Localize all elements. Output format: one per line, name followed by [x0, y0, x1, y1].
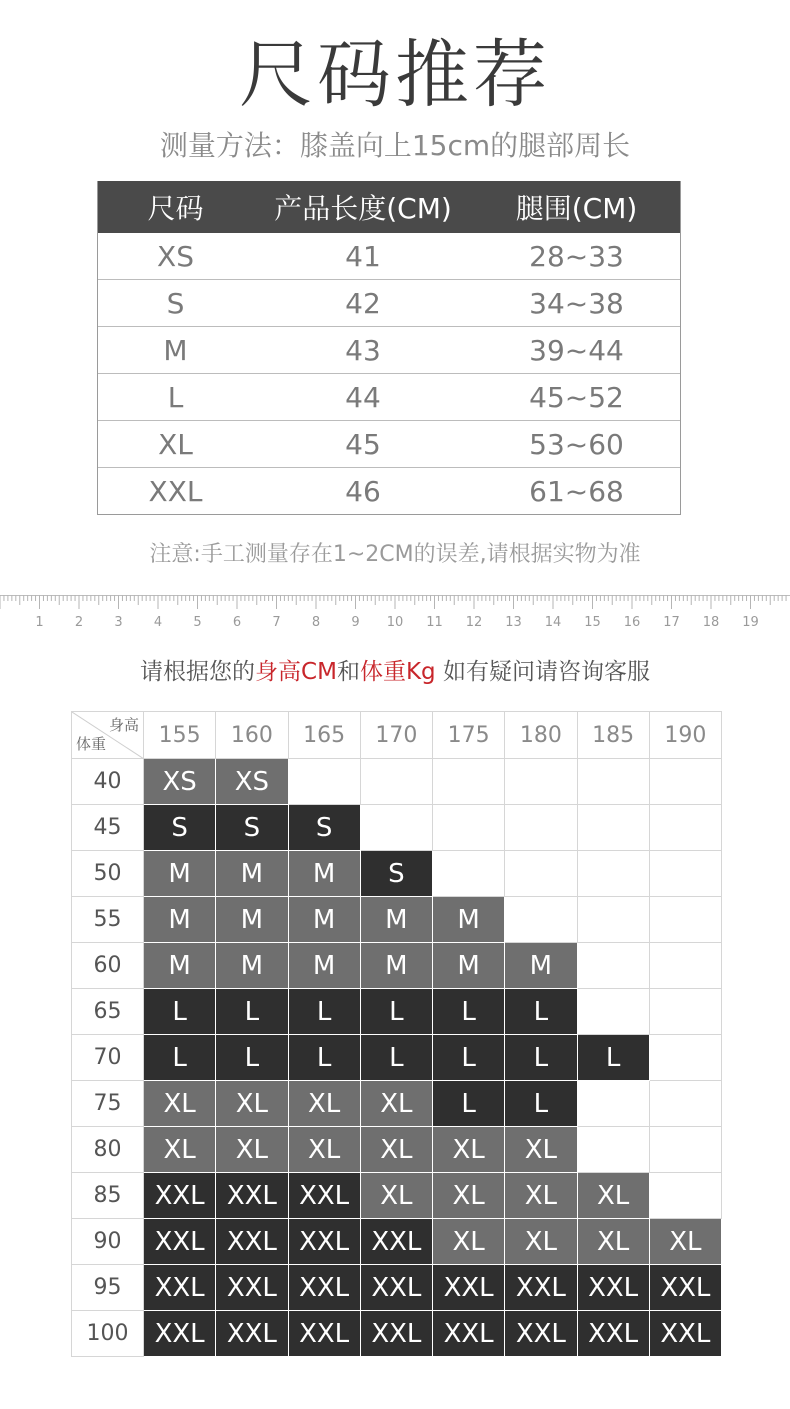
weight-label-cell: 100	[72, 1311, 144, 1357]
ruler-label: 7	[272, 615, 281, 630]
size-recommendation-grid	[71, 711, 722, 1357]
weight-label-cell: 75	[72, 1081, 144, 1127]
height-header-cell: 190	[649, 712, 721, 759]
weight-label-cell: 70	[72, 1035, 144, 1081]
size-row	[98, 279, 680, 326]
size-recommendation-cell: XXL	[649, 1311, 721, 1357]
size-cell: M	[163, 333, 188, 367]
size-recommendation-cell: L	[433, 1035, 505, 1081]
size-recommendation-cell: M	[216, 897, 288, 943]
size-recommendation-cell: L	[433, 989, 505, 1035]
empty-cell	[360, 759, 432, 805]
height-header-cell: 160	[216, 712, 288, 759]
size-recommendation-cell: XXL	[505, 1265, 577, 1311]
size-recommendation-cell: L	[433, 1081, 505, 1127]
leg-cell: 39~44	[529, 333, 624, 367]
size-recommendation-cell: XL	[577, 1173, 649, 1219]
page-title: 尺码推荐	[239, 32, 551, 118]
size-recommendation-cell: S	[216, 805, 288, 851]
size-recommendation-cell: XL	[216, 1127, 288, 1173]
empty-cell	[649, 759, 721, 805]
corner-weight-label: 体重	[76, 735, 107, 753]
size-cell: XS	[157, 239, 194, 273]
size-recommendation-cell: M	[360, 897, 432, 943]
size-recommendation-cell: XL	[360, 1173, 432, 1219]
size-recommendation-cell: M	[288, 897, 360, 943]
length-cell: 42	[345, 286, 381, 320]
length-cell: 44	[345, 380, 381, 414]
size-recommendation-cell: XXL	[433, 1311, 505, 1357]
size-row	[98, 420, 680, 467]
size-recommendation-cell: XXL	[288, 1219, 360, 1265]
size-recommendation-cell: S	[288, 805, 360, 851]
ruler-ticks	[0, 592, 790, 632]
size-recommendation-cell: XL	[505, 1219, 577, 1265]
height-header-cell: 175	[433, 712, 505, 759]
ruler-label: 11	[426, 615, 443, 630]
ruler-label: 2	[74, 615, 84, 630]
size-recommendation-cell: XL	[433, 1173, 505, 1219]
size-cell: L	[167, 380, 184, 414]
size-recommendation-cell: XL	[216, 1081, 288, 1127]
size-recommendation-cell: XXL	[144, 1219, 216, 1265]
size-recommendation-cell: XXL	[505, 1311, 577, 1357]
ruler-label: 6	[232, 615, 242, 630]
size-recommendation-cell: M	[433, 943, 505, 989]
size-recommendation-cell: L	[144, 989, 216, 1035]
weight-row	[72, 1219, 722, 1265]
weight-row	[72, 1035, 722, 1081]
size-recommendation-cell: M	[216, 943, 288, 989]
empty-cell	[649, 943, 721, 989]
weight-row	[72, 1173, 722, 1219]
header-leg: 腿围(CM)	[515, 192, 638, 225]
empty-cell	[505, 851, 577, 897]
size-recommendation-cell: XL	[505, 1173, 577, 1219]
empty-cell	[577, 805, 649, 851]
size-recommendation-cell: XL	[288, 1127, 360, 1173]
size-recommendation-cell: XS	[216, 759, 288, 805]
height-header-cell: 180	[505, 712, 577, 759]
leg-cell: 28~33	[529, 239, 624, 273]
empty-cell	[649, 1127, 721, 1173]
leg-cell: 61~68	[529, 474, 624, 508]
size-recommendation-cell: XXL	[649, 1265, 721, 1311]
advice-text	[0, 654, 790, 690]
size-recommendation-cell: L	[216, 989, 288, 1035]
size-recommendation-cell: XS	[144, 759, 216, 805]
size-recommendation-cell: XL	[433, 1127, 505, 1173]
ruler-label: 10	[386, 615, 404, 630]
empty-cell	[649, 897, 721, 943]
empty-cell	[649, 989, 721, 1035]
size-recommendation-cell: S	[144, 805, 216, 851]
empty-cell	[505, 897, 577, 943]
measurement-note: 注意:手工测量存在1~2CM的误差,请根据实物为准	[149, 542, 641, 567]
size-recommendation-cell: M	[144, 897, 216, 943]
size-recommendation-cell: M	[505, 943, 577, 989]
ruler-label: 1	[35, 615, 44, 630]
size-recommendation-cell: L	[577, 1035, 649, 1081]
size-recommendation-cell: XXL	[433, 1265, 505, 1311]
height-header-row	[72, 712, 722, 759]
size-recommendation-cell: XL	[360, 1081, 432, 1127]
size-recommendation-cell: XXL	[144, 1311, 216, 1357]
size-recommendation-cell: L	[360, 989, 432, 1035]
size-recommendation-cell: XXL	[360, 1265, 432, 1311]
ruler-label: 5	[193, 615, 202, 630]
size-recommendation-cell: XL	[649, 1219, 721, 1265]
empty-cell	[505, 759, 577, 805]
empty-cell	[433, 805, 505, 851]
empty-cell	[577, 1081, 649, 1127]
weight-row	[72, 1265, 722, 1311]
weight-row	[72, 805, 722, 851]
size-row	[98, 326, 680, 373]
size-cell: XXL	[148, 474, 203, 508]
size-recommendation-cell: XXL	[216, 1311, 288, 1357]
weight-row	[72, 851, 722, 897]
size-recommendation-cell: L	[505, 1081, 577, 1127]
size-recommendation-cell: XL	[360, 1127, 432, 1173]
size-recommendation-cell: XXL	[288, 1173, 360, 1219]
weight-row	[72, 759, 722, 805]
size-recommendation-cell: S	[360, 851, 432, 897]
empty-cell	[649, 805, 721, 851]
size-recommendation-cell: M	[288, 943, 360, 989]
size-recommendation-cell: XL	[505, 1127, 577, 1173]
empty-cell	[577, 897, 649, 943]
length-cell: 45	[345, 427, 381, 461]
size-recommendation-cell: L	[288, 989, 360, 1035]
size-recommendation-cell: M	[433, 897, 505, 943]
length-cell: 43	[345, 333, 381, 367]
size-row	[98, 373, 680, 420]
size-table-header	[98, 181, 680, 233]
recommendation-table	[71, 711, 722, 1357]
ruler-label: 9	[351, 615, 360, 630]
height-header-cell: 170	[360, 712, 432, 759]
empty-cell	[649, 1173, 721, 1219]
ruler-label: 16	[623, 615, 641, 630]
advice-prefix: 请根据您的	[140, 659, 256, 685]
advice-weight: 体重Kg	[359, 659, 436, 685]
size-recommendation-cell: XXL	[577, 1311, 649, 1357]
ruler	[0, 592, 790, 632]
ruler-label: 17	[663, 615, 680, 630]
size-recommendation-cell: XXL	[216, 1265, 288, 1311]
advice-height: 身高CM	[255, 659, 337, 685]
size-recommendation-cell: XXL	[360, 1219, 432, 1265]
size-recommendation-cell: XXL	[144, 1265, 216, 1311]
size-recommendation-cell: XL	[577, 1219, 649, 1265]
size-recommendation-cell: L	[216, 1035, 288, 1081]
empty-cell	[433, 759, 505, 805]
size-recommendation-cell: M	[216, 851, 288, 897]
size-table-body	[98, 233, 680, 514]
height-header-cell: 185	[577, 712, 649, 759]
leg-cell: 45~52	[529, 380, 624, 414]
weight-label-cell: 45	[72, 805, 144, 851]
ruler-label: 12	[465, 615, 483, 630]
size-recommendation-cell: XXL	[360, 1311, 432, 1357]
empty-cell	[649, 1035, 721, 1081]
weight-row	[72, 1127, 722, 1173]
size-row	[98, 233, 680, 279]
size-recommendation-cell: XL	[433, 1219, 505, 1265]
height-header-cell: 165	[288, 712, 360, 759]
ruler-label: 4	[153, 615, 163, 630]
size-table	[97, 181, 681, 515]
size-recommendation-cell: XXL	[288, 1311, 360, 1357]
size-recommendation-cell: XXL	[288, 1265, 360, 1311]
weight-label-cell: 60	[72, 943, 144, 989]
weight-label-cell: 85	[72, 1173, 144, 1219]
weight-label-cell: 90	[72, 1219, 144, 1265]
empty-cell	[577, 943, 649, 989]
size-recommendation-cell: M	[360, 943, 432, 989]
empty-cell	[577, 1127, 649, 1173]
size-recommendation-cell: L	[505, 1035, 577, 1081]
size-recommendation-cell: M	[144, 943, 216, 989]
size-recommendation-cell: XXL	[577, 1265, 649, 1311]
weight-label-cell: 80	[72, 1127, 144, 1173]
weight-row	[72, 989, 722, 1035]
leg-cell: 34~38	[529, 286, 624, 320]
size-recommendation-cell: L	[505, 989, 577, 1035]
size-row	[98, 467, 680, 514]
ruler-label: 15	[584, 615, 601, 630]
length-cell: 41	[345, 239, 381, 273]
size-recommendation-cell: XXL	[216, 1219, 288, 1265]
size-recommendation-cell: M	[288, 851, 360, 897]
weight-label-cell: 40	[72, 759, 144, 805]
header-size: 尺码	[147, 192, 204, 225]
leg-cell: 53~60	[529, 427, 624, 461]
corner-height-label: 身高	[108, 716, 139, 734]
ruler-label: 18	[702, 615, 720, 630]
advice-and: 和	[336, 659, 360, 685]
empty-cell	[577, 989, 649, 1035]
empty-cell	[649, 851, 721, 897]
ruler-label: 3	[114, 615, 123, 630]
measurement-method: 测量方法：膝盖向上15cm的腿部周长	[159, 129, 631, 162]
grid-corner	[72, 712, 144, 759]
header-length: 产品长度(CM)	[274, 192, 452, 225]
empty-cell	[433, 851, 505, 897]
size-recommendation-cell: M	[144, 851, 216, 897]
weight-label-cell: 95	[72, 1265, 144, 1311]
size-recommendation-cell: XXL	[216, 1173, 288, 1219]
weight-label-cell: 50	[72, 851, 144, 897]
empty-cell	[360, 805, 432, 851]
empty-cell	[649, 1081, 721, 1127]
weight-row	[72, 1081, 722, 1127]
ruler-label: 8	[311, 615, 321, 630]
weight-row	[72, 897, 722, 943]
weight-label-cell: 55	[72, 897, 144, 943]
size-recommendation-cell: XL	[144, 1127, 216, 1173]
size-recommendation-cell: XXL	[144, 1173, 216, 1219]
ruler-label: 13	[505, 615, 522, 630]
size-cell: S	[166, 286, 185, 320]
height-header-cell: 155	[144, 712, 216, 759]
empty-cell	[505, 805, 577, 851]
weight-row	[72, 1311, 722, 1357]
size-cell: XL	[158, 427, 193, 461]
size-recommendation-cell: L	[144, 1035, 216, 1081]
size-recommendation-cell: XL	[288, 1081, 360, 1127]
empty-cell	[577, 759, 649, 805]
size-recommendation-cell: XL	[144, 1081, 216, 1127]
size-recommendation-cell: L	[360, 1035, 432, 1081]
empty-cell	[288, 759, 360, 805]
weight-label-cell: 65	[72, 989, 144, 1035]
ruler-label: 19	[742, 615, 759, 630]
ruler-label: 14	[544, 615, 562, 630]
size-recommendation-cell: L	[288, 1035, 360, 1081]
length-cell: 46	[345, 474, 381, 508]
advice-suffix: 如有疑问请咨询客服	[435, 659, 650, 685]
weight-row	[72, 943, 722, 989]
empty-cell	[577, 851, 649, 897]
